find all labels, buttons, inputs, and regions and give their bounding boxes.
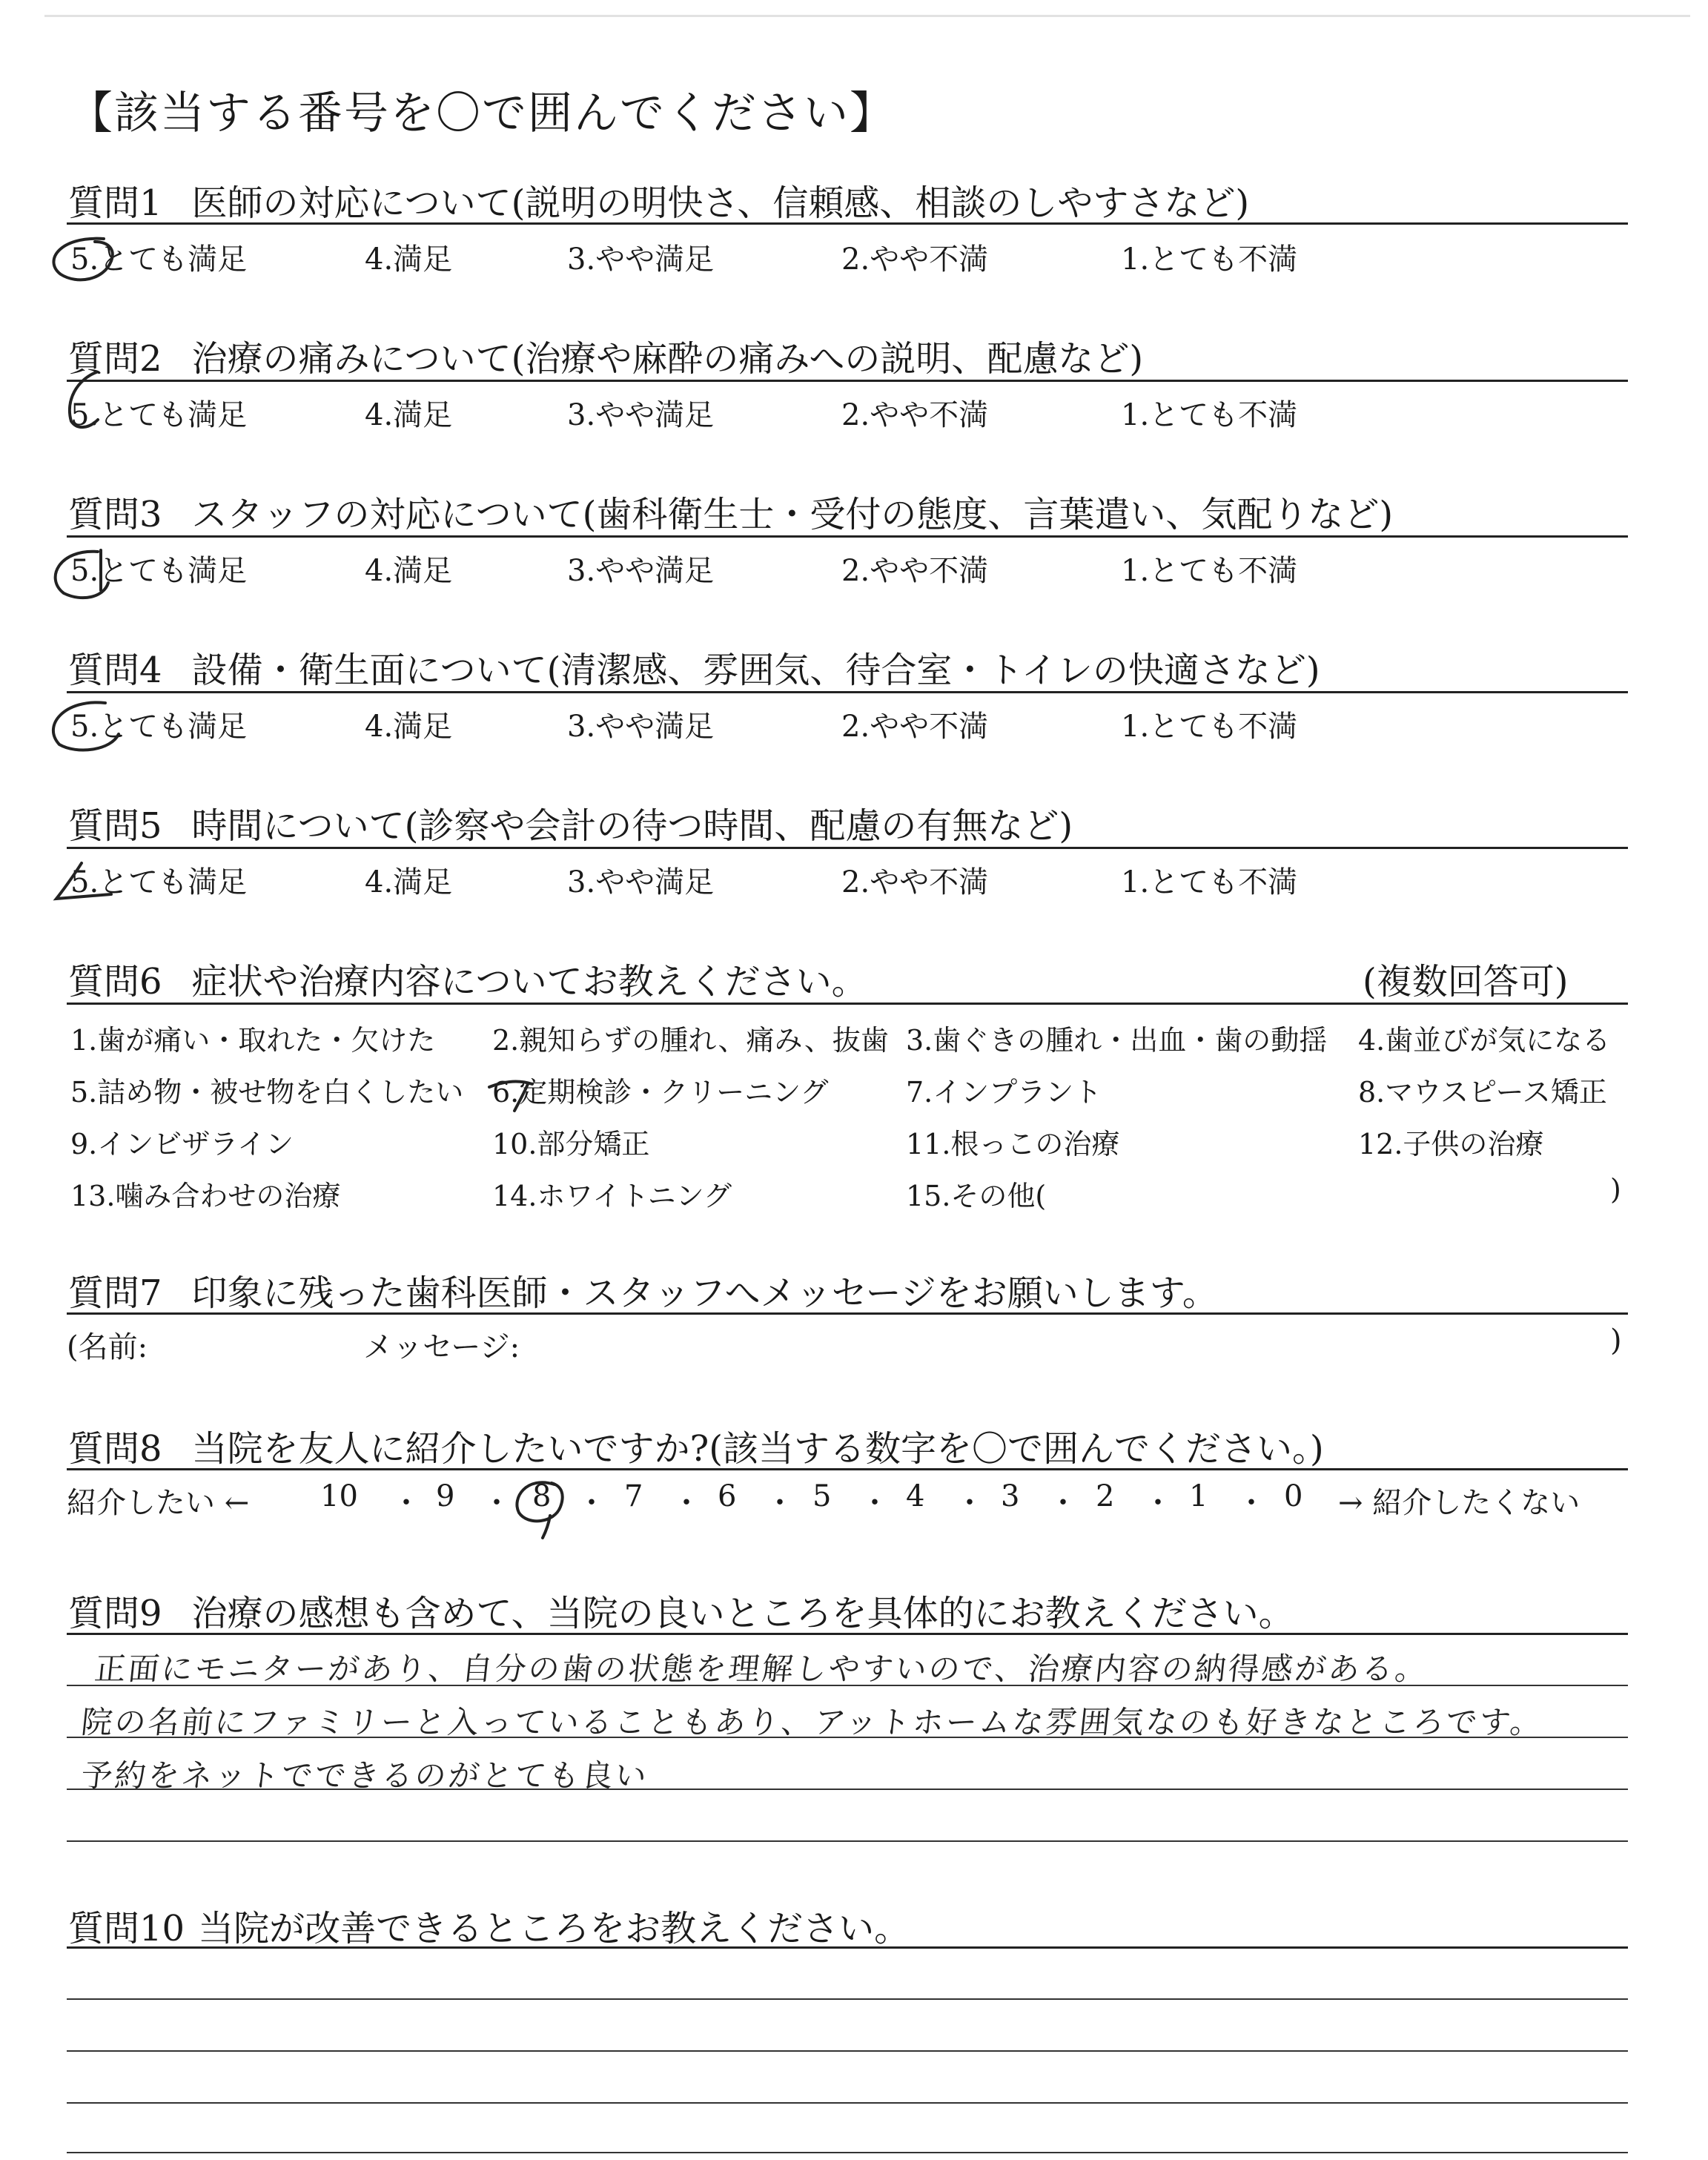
question-9-label: 質問9 xyxy=(68,1593,162,1634)
question-5-rule xyxy=(67,847,1628,849)
q2-option-3[interactable]: 3.やや満足 xyxy=(567,398,715,432)
question-3-label: 質問3 xyxy=(68,494,162,535)
q6-option-1[interactable]: 1.歯が痛い・取れた・欠けた xyxy=(70,1024,436,1057)
q3-option-3[interactable]: 3.やや満足 xyxy=(567,554,715,588)
q9-answer-line-2[interactable]: 院の名前にファミリーと入っていることもあり、アットホームな雰囲気なのも好きなところです。 xyxy=(79,1704,1546,1740)
question-2 xyxy=(68,330,1143,381)
q1-option-5[interactable]: 5.とても満足 xyxy=(70,242,248,277)
q8-score-1[interactable]: 1 xyxy=(1189,1479,1208,1513)
q9-answer-line-3[interactable]: 予約をネットでできるのがとても良い xyxy=(79,1757,651,1794)
q4-option-5[interactable]: 5.とても満足 xyxy=(70,710,248,744)
q8-dot: ・ xyxy=(1237,1486,1266,1520)
question-10-label: 質問10 xyxy=(68,1908,185,1949)
q6-option-15[interactable]: 15.その他( xyxy=(906,1180,1047,1212)
q8-dot: ・ xyxy=(482,1486,512,1520)
question-1-label: 質問1 xyxy=(68,182,162,224)
question-6-note: (複数回答可) xyxy=(1363,961,1569,1003)
question-3-rule xyxy=(67,535,1628,538)
question-4 xyxy=(68,641,1320,693)
q8-score-5[interactable]: 5 xyxy=(812,1479,832,1513)
question-6 xyxy=(68,953,867,1004)
question-2-text: 治療の痛みについて(治療や麻酔の痛みへの説明、配慮など) xyxy=(191,338,1144,380)
answer-rule xyxy=(67,1840,1628,1842)
q6-option-7[interactable]: 7.インプラント xyxy=(906,1076,1102,1109)
answer-rule[interactable] xyxy=(67,1998,1628,2000)
question-8 xyxy=(68,1420,1324,1471)
q5-option-1[interactable]: 1.とても不満 xyxy=(1121,865,1298,899)
q6-option-2[interactable]: 2.親知らずの腫れ、痛み、抜歯 xyxy=(492,1024,889,1057)
question-9-text: 治療の感想も含めて、当院の良いところを具体的にお教えください。 xyxy=(191,1593,1294,1634)
question-5 xyxy=(68,797,1073,848)
q6-option-3[interactable]: 3.歯ぐきの腫れ・出血・歯の動揺 xyxy=(906,1024,1328,1057)
question-9-rule xyxy=(67,1633,1628,1635)
question-7-text: 印象に残った歯科医師・スタッフへメッセージをお願いします。 xyxy=(191,1272,1218,1314)
q7-message-field[interactable] xyxy=(563,1324,1586,1361)
q8-dot: ・ xyxy=(765,1486,795,1520)
answer-rule xyxy=(67,1789,1628,1790)
question-6-text: 症状や治療内容についてお教えください。 xyxy=(191,961,867,1003)
q2-option-2[interactable]: 2.やや不満 xyxy=(841,398,989,432)
q1-option-4[interactable]: 4.満足 xyxy=(365,242,453,277)
q2-option-1[interactable]: 1.とても不満 xyxy=(1121,398,1298,432)
question-5-label: 質問5 xyxy=(68,805,162,847)
q8-score-2[interactable]: 2 xyxy=(1096,1479,1115,1513)
q3-option-2[interactable]: 2.やや不満 xyxy=(841,554,989,588)
q8-score-9[interactable]: 9 xyxy=(436,1479,455,1513)
q8-dot: ・ xyxy=(672,1486,701,1520)
q8-left-label: 紹介したい ← xyxy=(67,1486,250,1520)
q8-dot: ・ xyxy=(1048,1486,1078,1520)
question-4-label: 質問4 xyxy=(68,650,162,691)
q8-dot: ・ xyxy=(577,1486,606,1520)
q6-option-11[interactable]: 11.根っこの治療 xyxy=(906,1128,1120,1160)
question-1-rule xyxy=(67,222,1628,225)
q6-option-10[interactable]: 10.部分矯正 xyxy=(492,1128,650,1160)
answer-rule xyxy=(67,1737,1628,1738)
q6-option-4[interactable]: 4.歯並びが気になる xyxy=(1358,1024,1611,1057)
q3-option-4[interactable]: 4.満足 xyxy=(365,554,453,588)
q7-name-label: (名前: xyxy=(67,1330,148,1364)
q8-dot: ・ xyxy=(1143,1486,1173,1520)
question-10 xyxy=(68,1900,910,1951)
q6-option-8[interactable]: 8.マウスピース矯正 xyxy=(1358,1076,1607,1109)
question-3 xyxy=(68,486,1393,537)
q6-option-13[interactable]: 13.噛み合わせの治療 xyxy=(70,1180,341,1212)
q2-option-5[interactable]: 5.とても満足 xyxy=(70,398,248,432)
q8-dot: ・ xyxy=(860,1486,890,1520)
answer-rule xyxy=(67,1685,1628,1686)
question-3-text: スタッフの対応について(歯科衛生士・受付の態度、言葉遣い、気配りなど) xyxy=(191,494,1394,535)
q7-message-label: メッセージ: xyxy=(363,1330,520,1364)
q2-option-4[interactable]: 4.満足 xyxy=(365,398,453,432)
q5-option-3[interactable]: 3.やや満足 xyxy=(567,865,715,899)
q4-option-2[interactable]: 2.やや不満 xyxy=(841,710,989,744)
answer-rule[interactable] xyxy=(67,2102,1628,2104)
question-2-rule xyxy=(67,380,1628,382)
question-8-label: 質問8 xyxy=(68,1428,162,1470)
q6-option-12[interactable]: 12.子供の治療 xyxy=(1358,1128,1544,1160)
scan-top-edge xyxy=(44,15,1690,17)
question-4-rule xyxy=(67,691,1628,693)
answer-rule[interactable] xyxy=(67,2050,1628,2052)
question-7 xyxy=(68,1264,1218,1315)
q9-answer-line-1[interactable]: 正面にモニターがあり、自分の歯の状態を理解しやすいので、治療内容の納得感がある。 xyxy=(93,1651,1431,1687)
q8-score-7[interactable]: 7 xyxy=(624,1479,643,1513)
question-1 xyxy=(68,174,1249,225)
question-8-text: 当院を友人に紹介したいですか?(該当する数字を〇で囲んでください。) xyxy=(191,1428,1324,1470)
q5-option-2[interactable]: 2.やや不満 xyxy=(841,865,989,899)
question-9 xyxy=(68,1585,1294,1636)
question-1-text: 医師の対応について(説明の明快さ、信頼感、相談のしやすさなど) xyxy=(191,182,1250,224)
q8-score-3[interactable]: 3 xyxy=(1001,1479,1020,1513)
question-6-label: 質問6 xyxy=(68,961,162,1003)
page-title: 【該当する番号を〇で囲んでください】 xyxy=(68,87,896,139)
q1-option-3[interactable]: 3.やや満足 xyxy=(567,242,715,277)
question-7-rule xyxy=(67,1312,1628,1315)
q8-score-4[interactable]: 4 xyxy=(906,1479,925,1513)
q6-option-15-close: ) xyxy=(1610,1173,1621,1206)
q4-option-4[interactable]: 4.満足 xyxy=(365,710,453,744)
q7-name-field[interactable] xyxy=(222,1324,341,1361)
q8-dot: ・ xyxy=(955,1486,984,1520)
q6-option-5[interactable]: 5.詰め物・被せ物を白くしたい xyxy=(70,1076,464,1109)
q8-score-0[interactable]: 0 xyxy=(1284,1479,1303,1513)
q5-option-4[interactable]: 4.満足 xyxy=(365,865,453,899)
question-4-text: 設備・衛生面について(清潔感、雰囲気、待合室・トイレの快適さなど) xyxy=(191,650,1320,691)
q1-option-2[interactable]: 2.やや不満 xyxy=(841,242,989,277)
q6-option-9[interactable]: 9.インビザライン xyxy=(70,1128,294,1160)
q3-option-1[interactable]: 1.とても不満 xyxy=(1121,554,1298,588)
question-5-text: 時間について(診察や会計の待つ時間、配慮の有無など) xyxy=(191,805,1073,847)
question-8-rule xyxy=(67,1468,1628,1470)
answer-rule[interactable] xyxy=(67,2152,1628,2153)
question-10-text: 当院が改善できるところをお教えください。 xyxy=(198,1908,910,1949)
question-6-rule xyxy=(67,1003,1628,1005)
q8-dot: ・ xyxy=(391,1486,421,1520)
q6-option-14[interactable]: 14.ホワイトニング xyxy=(492,1180,732,1212)
q5-option-5[interactable]: 5.とても満足 xyxy=(70,865,248,899)
question-7-label: 質問7 xyxy=(68,1272,162,1314)
q6-option-6[interactable]: 6.定期検診・クリーニング xyxy=(492,1076,829,1109)
q4-option-1[interactable]: 1.とても不満 xyxy=(1121,710,1298,744)
q1-option-1[interactable]: 1.とても不満 xyxy=(1121,242,1298,277)
q8-score-8[interactable]: 8 xyxy=(532,1479,552,1513)
q3-option-5[interactable]: 5.とても満足 xyxy=(70,554,248,588)
q8-score-10[interactable]: 10 xyxy=(320,1479,358,1513)
question-2-label: 質問2 xyxy=(68,338,162,380)
q8-right-label: → 紹介したくない xyxy=(1338,1486,1580,1520)
q8-score-6[interactable]: 6 xyxy=(718,1479,737,1513)
q7-close-paren: ) xyxy=(1610,1324,1622,1358)
q4-option-3[interactable]: 3.やや満足 xyxy=(567,710,715,744)
question-10-rule xyxy=(67,1946,1628,1949)
